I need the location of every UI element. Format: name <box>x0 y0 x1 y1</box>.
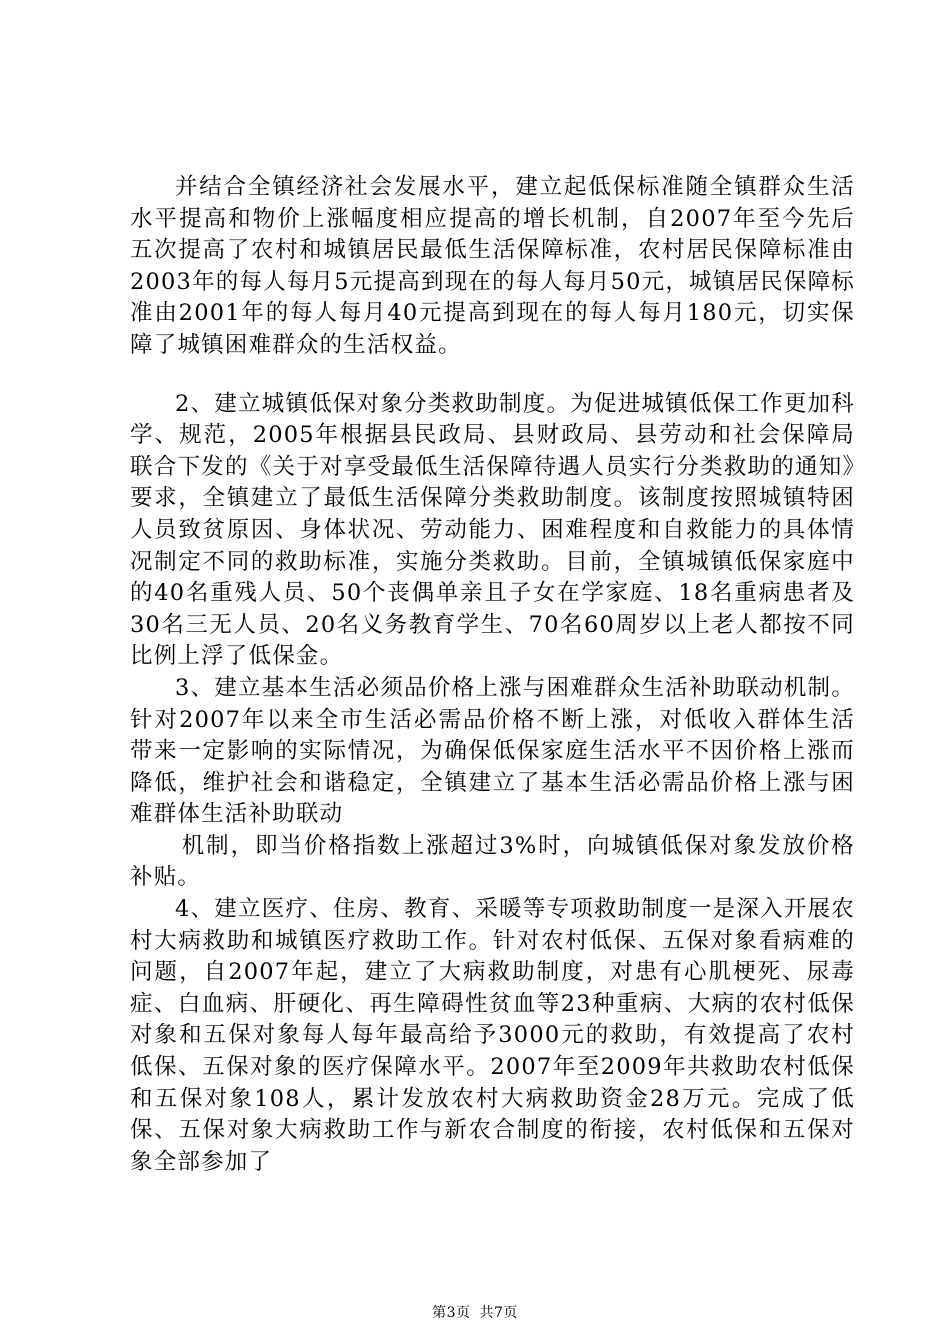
paragraph-standard-growth: 并结合全镇经济社会发展水平，建立起低保标准随全镇群众生活水平提高和物价上涨幅度相应提高的增长机制，自2007年至今先后五次提高了农村和城镇居民最低生活保障标准，农村居民保障标准由2003年的每人每月5元提高到现在的每人每月50元，城镇居民保障标准由2001年的每人每月40元提高到现在的每人每月180元，切实保障了城镇困难群众的生活权益。 <box>130 174 855 358</box>
paragraph-special-relief: 4、建立医疗、住房、教育、采暖等专项救助制度一是深入开展农村大病救助和城镇医疗救助工作。针对农村低保、五保对象看病难的问题，自2007年起，建立了大病救助制度，对患有心肌梗死、尿毒症、白血病、肝硬化、再生障碍性贫血等23种重病、大病的农村低保对象和五保对象每人每年最高给予3000元的救助，有效提高了农村低保、五保对象的医疗保障水平。2007年至2009年共救助农村低保和五保对象108人，累计发放农村大病救助资金28万元。完成了低保、五保对象大病救助工作与新农合制度的衔接，农村低保和五保对象全部参加了 <box>130 896 855 1175</box>
page-footer: 第3页 共7页 <box>432 1305 518 1321</box>
paragraph-price-subsidy: 机制，即当价格指数上涨超过3%时，向城镇低保对象发放价格补贴。 <box>130 832 855 891</box>
paragraph-classified-relief: 2、建立城镇低保对象分类救助制度。为促进城镇低保工作更加科学、规范，2005年根据县民政局、县财政局、县劳动和社会保障局联合下发的《关于对享受最低生活保障待遇人员实行分类救助的通知》要求，全镇建立了最低生活保障分类救助制度。该制度按照城镇特困人员致贫原因、身体状况、劳动能力、困难程度和自救能力的具体情况制定不同的救助标准，实施分类救助。目前，全镇城镇低保家庭中的40名重残人员、50个丧偶单亲且子女在学家庭、18名重病患者及30名三无人员、20名义务教育学生、70名60周岁以上老人都按不同比例上浮了低保金。 <box>130 390 855 670</box>
paragraph-price-linkage: 3、建立基本生活必须品价格上涨与困难群众生活补助联动机制。针对2007年以来全市生活必需品价格不断上涨，对低收入群体生活带来一定影响的实际情况，为确保低保家庭生活水平不因价格上涨而降低，维护社会和谐稳定，全镇建立了基本生活必需品价格上涨与困难群体生活补助联动 <box>130 674 855 828</box>
document-body <box>130 172 855 1178</box>
